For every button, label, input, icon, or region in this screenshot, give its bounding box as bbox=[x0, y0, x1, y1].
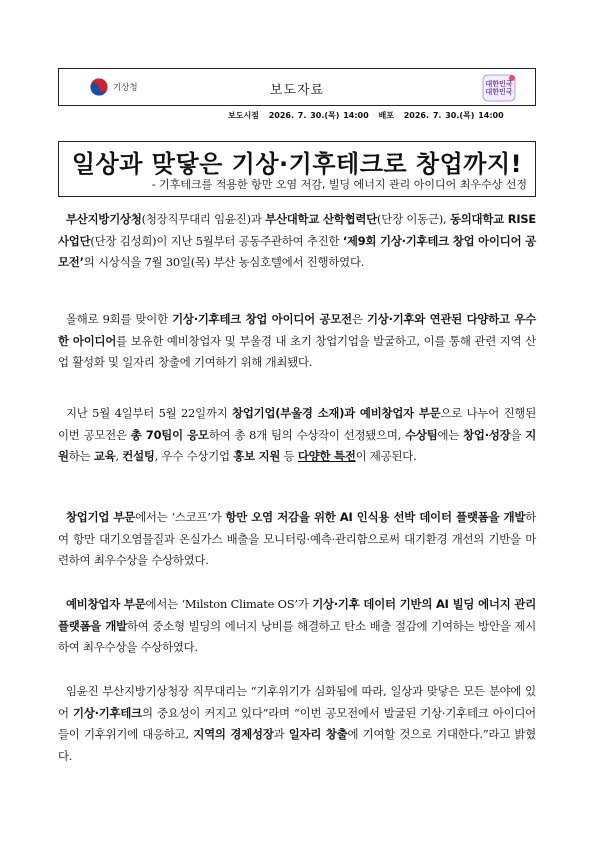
agency-name: 기상청 bbox=[113, 83, 138, 93]
p3-text: , 우수 수상기업 bbox=[154, 449, 234, 463]
p2-text: 은 bbox=[351, 312, 367, 326]
p5-text: 예비창업자 부문 bbox=[66, 597, 146, 611]
p1-text: ‘제9회 기상·기후테크 창업 아이디어 공모전’ bbox=[58, 233, 536, 269]
title-box bbox=[58, 141, 536, 197]
page-title: 일상과 맞닿은 기상·기후테크로 창업까지! bbox=[71, 150, 523, 178]
p4-text: 항만 오염 저감을 위한 AI 인식용 선박 데이터 플랫폼을 개발 bbox=[225, 510, 526, 524]
p3-text: 등 bbox=[280, 449, 298, 463]
campaign-badge bbox=[479, 73, 519, 103]
p1-text: 부산대학교 산학협력단 bbox=[265, 212, 378, 226]
p1-text: 부산지방기상청 bbox=[66, 212, 142, 226]
p4-text: 창업기업 부문 bbox=[66, 510, 136, 524]
p3-text: 지난 5월 4일부터 5월 22일까지 bbox=[66, 406, 233, 420]
p3-text: , bbox=[115, 449, 123, 463]
distribution-date: 2026. 7. 30.(목) 14:00 bbox=[403, 111, 504, 120]
p6-text: 에 기여할 것으로 기대한다.”라고 밝혔다. bbox=[58, 727, 537, 763]
press-release-header bbox=[58, 68, 536, 106]
release-date: 2026. 7. 30.(목) 14:00 bbox=[268, 111, 369, 120]
p4-text: 하여 항만 대기오염물질과 온실가스 배출을 모니터링·예측·관리함으로써 대기환경 개선의 기반을 마련하여 최우수상을 수상하였다. bbox=[58, 510, 536, 567]
p5-text: 기상·기후 데이터 기반의 AI 빌딩 에너지 관리 플랫폼을 개발 bbox=[58, 597, 536, 633]
page-subtitle: - 기후테크를 적용한 항만 오염 저감, 빌딩 에너지 관리 아이디어 최우수상 선정 bbox=[151, 178, 527, 191]
p3-text: 을 bbox=[510, 427, 526, 442]
p6-text: 임윤진 부산지방기상청장 직무대리는 “기후위기가 심화됨에 따라, 일상과 맞닿은 모든 분야에 있어 bbox=[58, 684, 536, 720]
p1-text: (단장 이동근), bbox=[377, 212, 450, 226]
p3-text: 창업·성장 bbox=[463, 427, 511, 442]
p6-text: 기상·기후테크 bbox=[73, 705, 142, 720]
paragraph-3 bbox=[58, 403, 536, 468]
p3-text: 하여 총 8개 팀의 수상작이 선정됐으며, bbox=[208, 427, 406, 442]
badge-text-line1: 대한민국 bbox=[485, 80, 513, 88]
p3-text: 총 70팀이 응모 bbox=[130, 427, 209, 442]
paragraph-5 bbox=[58, 594, 536, 659]
p3-text: 다양한 특전 bbox=[297, 449, 356, 463]
p2-text: 를 보유한 예비창업자 및 부울경 내 초기 창업기업을 발굴하고, 이를 통해 관련 지역 산업 활성화 및 일자리 창출에 기여하기 위해 개최됐다. bbox=[58, 333, 536, 369]
p6-text: 일자리 창출 bbox=[288, 727, 348, 741]
p6-text: 지역의 경제성장 bbox=[193, 727, 274, 741]
distribution-label: 배포 bbox=[378, 111, 394, 120]
p4-text: 에서는 ‘스코프’가 bbox=[135, 510, 226, 524]
p2-text: 기상·기후테크 창업 아이디어 공모전 bbox=[172, 312, 352, 326]
release-info bbox=[228, 110, 510, 121]
release-date-label: 보도시점 bbox=[228, 111, 259, 120]
p3-text: 이 제공된다. bbox=[355, 449, 417, 463]
p6-text: 의 중요성이 커지고 있다”라며 “이번 공모전에서 발굴된 기상·기후테크 아이디어들이 기후위기에 대응하고, bbox=[58, 705, 536, 741]
p3-text: 지원 bbox=[58, 427, 537, 463]
paragraph-6 bbox=[58, 681, 536, 767]
p2-text: 올해로 9회를 맞이한 bbox=[66, 312, 173, 326]
p6-text: 과 bbox=[273, 727, 289, 741]
p3-text: 하는 bbox=[68, 449, 94, 463]
p5-text: 하여 중소형 빌딩의 에너지 낭비를 해결하고 탄소 배출 절감에 기여하는 방안을 제시하여 최우수상을 수상하였다. bbox=[58, 618, 536, 654]
p1-text: 동의대학교 RISE사업단 bbox=[58, 212, 536, 248]
p3-text: 수상팀 bbox=[405, 427, 438, 442]
p1-text: 의 시상식을 7월 30일(목) 부산 농심호텔에서 진행하였다. bbox=[83, 255, 365, 269]
badge-text-line2: 대한민국 bbox=[485, 88, 513, 96]
paragraph-1 bbox=[58, 209, 536, 274]
badge-text bbox=[485, 80, 512, 96]
p3-text: 으로 나누어 진행된 이번 공모전은 bbox=[58, 406, 536, 442]
doc-type-label: 보도자료 bbox=[269, 83, 325, 98]
paragraph-2 bbox=[58, 309, 536, 374]
p3-text: 에는 bbox=[437, 427, 464, 442]
p1-text: (단장 김성희)이 지난 5월부터 공동주관하여 추진한 bbox=[90, 233, 343, 248]
p2-text: 기상·기후와 연관된 다양하고 우수한 아이디어 bbox=[58, 312, 536, 348]
p1-text: (청장직무대리 임윤진)과 bbox=[141, 212, 266, 226]
p3-text: 홍보 지원 bbox=[233, 449, 281, 463]
p3-text: 창업기업(부울경 소재)과 예비창업자 부문 bbox=[232, 406, 441, 420]
p3-text: 교육 bbox=[93, 449, 116, 463]
paragraph-4 bbox=[58, 507, 536, 572]
p5-text: 에서는 ‘Milston Climate OS’가 bbox=[145, 597, 313, 611]
p3-text: 컨설팅 bbox=[122, 449, 155, 463]
